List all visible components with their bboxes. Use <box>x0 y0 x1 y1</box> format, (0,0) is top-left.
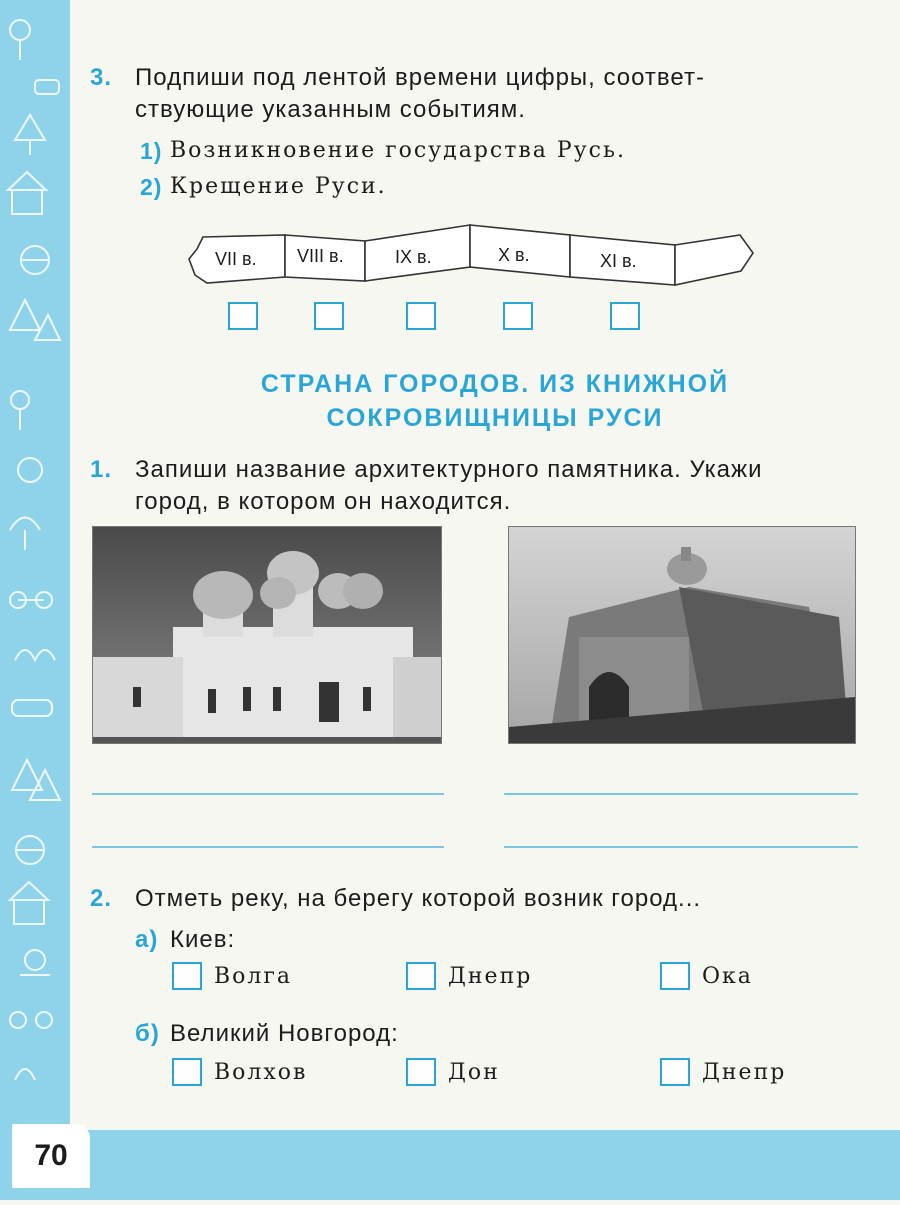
timeline-answer-box-4[interactable] <box>503 302 533 330</box>
task2-b-label: б) <box>135 1020 160 1047</box>
timeline-answer-box-3[interactable] <box>406 302 436 330</box>
event1-number: 1) <box>140 138 163 164</box>
timeline-answer-box-5[interactable] <box>610 302 640 330</box>
timeline-ribbon <box>185 215 760 295</box>
decorative-side-strip <box>0 0 70 1200</box>
task1-text-line2: город, в котором он находится. <box>135 488 512 515</box>
checkbox-dnepr-b[interactable] <box>660 1058 690 1086</box>
timeline-label-9: IX в. <box>395 247 432 267</box>
timeline-answer-box-1[interactable] <box>228 302 258 330</box>
task2-a-label: а) <box>135 926 159 953</box>
task3-number: 3. <box>90 64 113 91</box>
option-volkhov: Волхов <box>214 1060 308 1085</box>
bottom-band <box>0 1130 900 1200</box>
option-volga: Волга <box>214 964 293 989</box>
answer-line-1a[interactable] <box>92 793 444 795</box>
option-oka: Ока <box>702 964 753 989</box>
timeline-label-10: X в. <box>498 245 530 265</box>
task2-b-city: Великий Новгород: <box>170 1020 399 1047</box>
checkbox-dnepr-a[interactable] <box>406 962 436 990</box>
task2-a-city: Киев: <box>170 926 236 953</box>
timeline-label-8: VIII в. <box>297 246 344 266</box>
checkbox-volga[interactable] <box>172 962 202 990</box>
doodle-pattern-icon <box>0 0 70 1200</box>
checkbox-volkhov[interactable] <box>172 1058 202 1086</box>
answer-line-2a[interactable] <box>504 793 858 795</box>
task2-text: Отметь реку, на берегу которой возник город... <box>135 885 702 912</box>
task2-number: 2. <box>90 885 113 912</box>
event2-text: Крещение Руси. <box>170 174 387 199</box>
answer-line-1b[interactable] <box>92 846 444 848</box>
event1-text: Возникновение государства Русь. <box>170 138 626 163</box>
timeline-label-7: VII в. <box>215 249 257 269</box>
section-title-line2: СОКРОВИЩНИЦЫ РУСИ <box>326 404 664 432</box>
golden-gate-photo <box>508 526 856 744</box>
timeline-answer-box-2[interactable] <box>314 302 344 330</box>
checkbox-don[interactable] <box>406 1058 436 1086</box>
task3-text-line1: Подпиши под лентой времени цифры, соответ- <box>135 64 705 91</box>
option-dnepr-a: Днепр <box>448 964 533 989</box>
event2-number: 2) <box>140 174 163 200</box>
task3-text-line2: ствующие указанным событиям. <box>135 96 526 123</box>
page-number: 70 <box>12 1124 90 1188</box>
task1-number: 1. <box>90 456 113 483</box>
cathedral-photo <box>92 526 442 744</box>
option-don: Дон <box>448 1060 500 1085</box>
section-title-line1: СТРАНА ГОРОДОВ. ИЗ КНИЖНОЙ <box>260 370 730 398</box>
timeline-label-11: XI в. <box>600 251 637 271</box>
option-dnepr-b: Днепр <box>702 1060 787 1085</box>
answer-line-2b[interactable] <box>504 846 858 848</box>
checkbox-oka[interactable] <box>660 962 690 990</box>
task1-text-line1: Запиши название архитектурного памятника. Укажи <box>135 456 763 483</box>
